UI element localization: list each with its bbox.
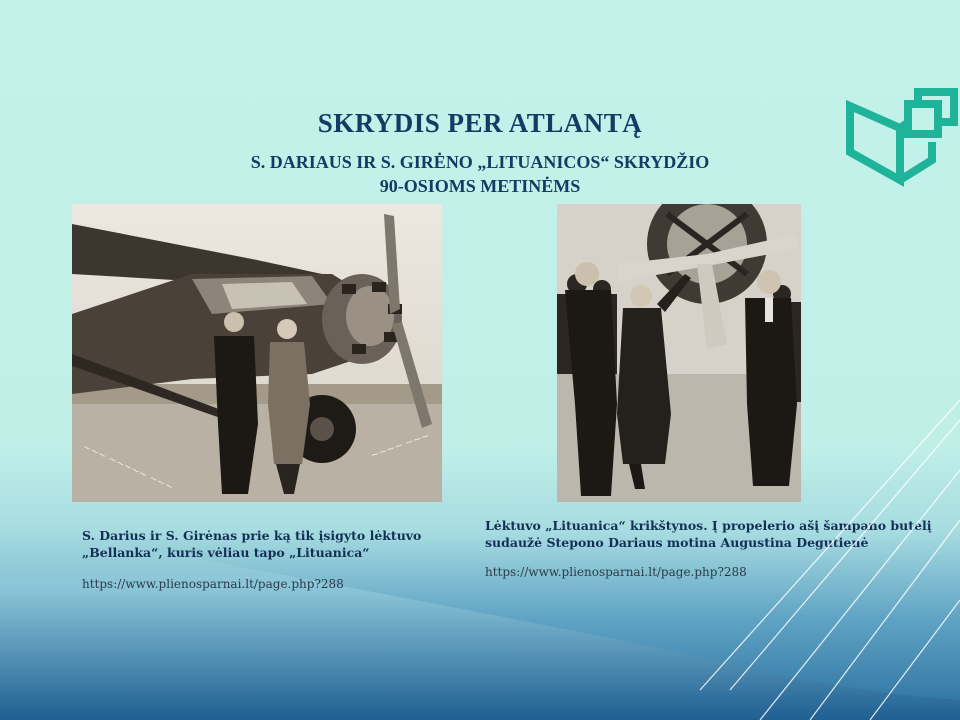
open-book-logo-icon <box>846 88 958 188</box>
slide-subtitle <box>150 150 810 198</box>
svg-text:~~~ ~~~~~ ~~~: ~~~ ~~~~~ ~~~ <box>80 441 175 494</box>
subtitle-line-2: 90-OSIOMS METINĖMS <box>379 176 581 196</box>
caption-1-line-2: „Bellanka“, kuris vėliau tapo „Lituanica“ <box>82 545 370 560</box>
caption-1-line-1: S. Darius ir S. Girėnas prie ką tik įsigyto lėktuvo <box>82 528 422 543</box>
airplane-photo <box>72 204 442 502</box>
subtitle-line-1: S. DARIAUS IR S. GIRĖNO „LITUANICOS“ SKRYDŽIO <box>250 152 710 172</box>
caption-2-line-2: sudaužė Stepono Dariaus motina Augustina Degutienė <box>485 535 869 550</box>
christening-photo <box>557 204 801 502</box>
caption-2-line-1: Lėktuvo „Lituanica“ krikštynos. Į propelerio ašį šampano butelį <box>485 518 932 533</box>
photo-source-link-1[interactable]: https://www.plienosparnai.lt/page.php?288 <box>82 577 344 591</box>
svg-text:~~~~ ~~~: ~~~~ ~~~ <box>369 430 432 462</box>
photo-source-link-2[interactable]: https://www.plienosparnai.lt/page.php?288 <box>485 565 747 579</box>
photo-caption-2 <box>485 517 955 551</box>
slide-title: SKRYDIS PER ATLANTĄ <box>317 108 643 138</box>
photo-caption-1 <box>82 527 462 561</box>
